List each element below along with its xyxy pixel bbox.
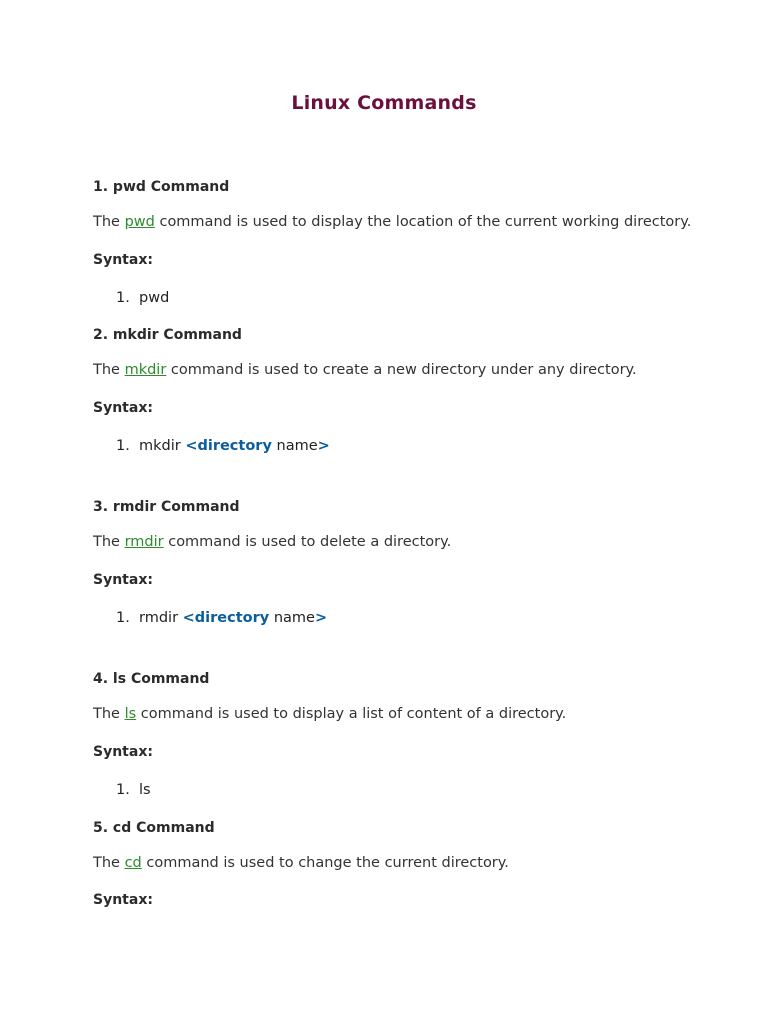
section-description-pwd	[93, 214, 691, 230]
code-param-word: name	[269, 610, 315, 626]
section-heading-pwd: 1. pwd Command	[93, 179, 230, 195]
command-link-ls[interactable]: ls	[124, 706, 137, 722]
code-param-close: >	[314, 610, 328, 626]
code-line-ls	[116, 782, 151, 798]
page-title: Linux Commands	[291, 92, 477, 114]
code-line-mkdir	[116, 438, 330, 454]
code-command: pwd	[139, 290, 170, 306]
description-prefix: The	[93, 214, 125, 230]
syntax-label: Syntax:	[93, 892, 153, 908]
description-suffix: command is used to display a list of content of a directory.	[136, 706, 567, 722]
description-prefix: The	[93, 706, 125, 722]
code-param-open: <directory	[182, 610, 270, 626]
section-heading-cd: 5. cd Command	[93, 820, 215, 836]
description-suffix: command is used to delete a directory.	[163, 534, 452, 550]
code-param-close: >	[317, 438, 330, 454]
section-description-cd	[93, 855, 509, 871]
command-link-mkdir[interactable]: mkdir	[124, 362, 167, 378]
syntax-label: Syntax:	[93, 572, 153, 588]
code-line-pwd	[116, 290, 169, 306]
code-line-number: 1.	[116, 438, 130, 454]
section-description-ls	[93, 706, 566, 722]
description-prefix: The	[93, 534, 125, 550]
code-command: rmdir	[139, 610, 183, 626]
code-line-rmdir	[116, 610, 327, 626]
command-link-pwd[interactable]: pwd	[124, 214, 155, 230]
command-link-cd[interactable]: cd	[124, 855, 142, 871]
code-command: mkdir	[139, 438, 186, 454]
description-suffix: command is used to create a new directory under any directory.	[166, 362, 637, 378]
section-heading-mkdir: 2. mkdir Command	[93, 327, 242, 343]
code-param-word: name	[271, 438, 318, 454]
syntax-label: Syntax:	[93, 252, 153, 268]
description-suffix: command is used to change the current directory.	[141, 855, 509, 871]
code-line-number: 1.	[116, 290, 130, 306]
code-line-number: 1.	[116, 610, 130, 626]
description-prefix: The	[93, 362, 125, 378]
code-param-open: <directory	[185, 438, 272, 454]
section-description-mkdir	[93, 362, 637, 378]
section-heading-ls: 4. ls Command	[93, 671, 210, 687]
syntax-label: Syntax:	[93, 400, 153, 416]
description-prefix: The	[93, 855, 125, 871]
code-command: ls	[139, 782, 151, 798]
description-suffix: command is used to display the location of the current working directory.	[154, 214, 692, 230]
command-link-rmdir[interactable]: rmdir	[124, 534, 164, 550]
code-line-number: 1.	[116, 782, 130, 798]
section-heading-rmdir: 3. rmdir Command	[93, 499, 240, 515]
syntax-label: Syntax:	[93, 744, 153, 760]
section-description-rmdir	[93, 534, 451, 550]
